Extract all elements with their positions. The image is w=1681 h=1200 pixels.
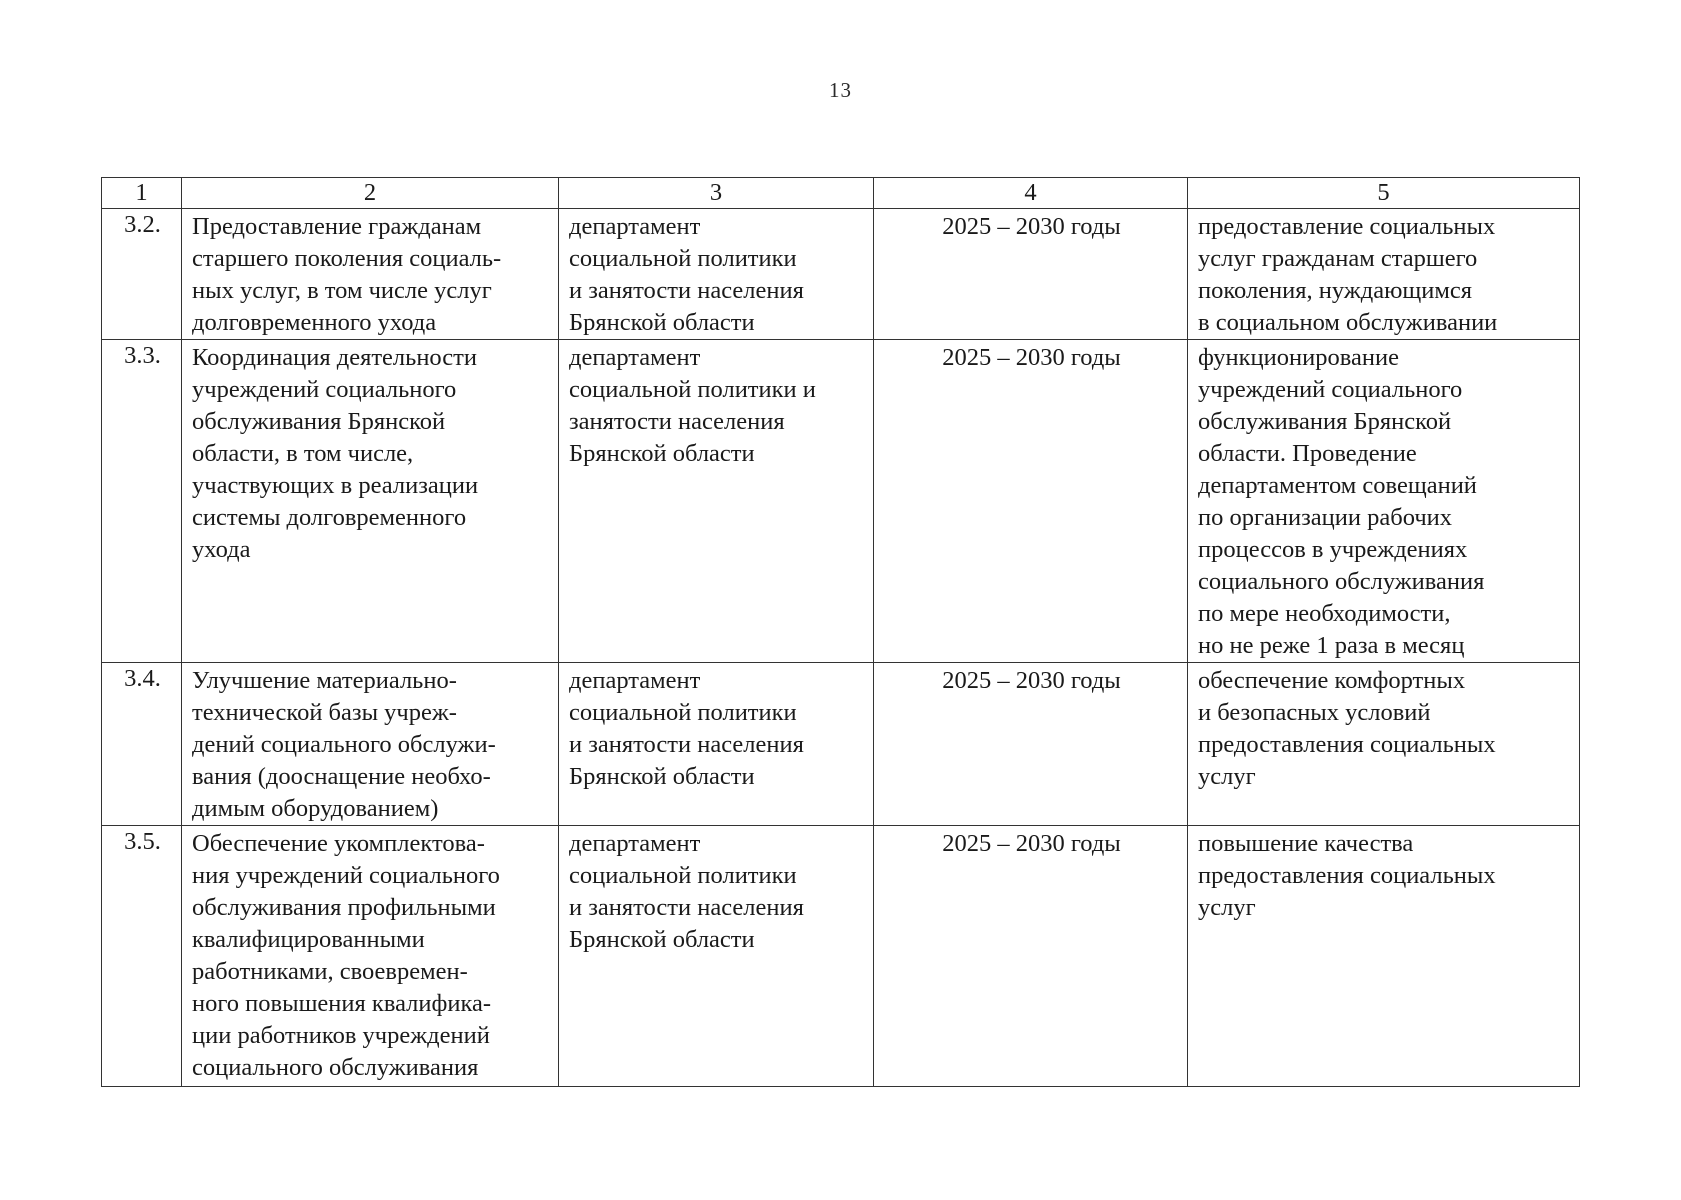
- table-row: [102, 340, 1580, 663]
- executor-text: департамент социальной политики и занятости населения Брянской области: [569, 667, 804, 790]
- row-number: 3.3.: [102, 340, 182, 663]
- period-cell: [874, 209, 1188, 340]
- activity-cell: [182, 340, 559, 663]
- table-header-row: [102, 178, 1580, 209]
- result-cell: [1188, 826, 1580, 1087]
- period-text: 2025 – 2030 годы: [942, 344, 1121, 371]
- plan-table: [101, 177, 1580, 1087]
- table-row: [102, 826, 1580, 1087]
- period-cell: [874, 663, 1188, 826]
- period-cell: [874, 826, 1188, 1087]
- period-cell: [874, 340, 1188, 663]
- executor-text: департамент социальной политики и занятости населения Брянской области: [569, 830, 804, 953]
- column-header-2: 2: [182, 178, 559, 209]
- period-text: 2025 – 2030 годы: [942, 213, 1121, 240]
- executor-cell: [559, 663, 874, 826]
- column-header-3: 3: [559, 178, 874, 209]
- row-number: 3.2.: [102, 209, 182, 340]
- column-header-1: 1: [102, 178, 182, 209]
- page-number: 13: [829, 78, 852, 102]
- result-cell: [1188, 663, 1580, 826]
- activity-cell: [182, 209, 559, 340]
- result-text: обеспечение комфортных и безопасных условий предоставления социальных услуг: [1198, 667, 1496, 790]
- activity-text: Координация деятельности учреждений социального обслуживания Брянской области, в том числе, участвующих в реализации системы долговременного ухода: [192, 344, 479, 563]
- period-text: 2025 – 2030 годы: [942, 667, 1121, 694]
- activity-text: Предоставление гражданам старшего поколения социаль- ных услуг, в том числе услуг долговременного ухода: [192, 213, 502, 336]
- executor-cell: [559, 340, 874, 663]
- executor-text: департамент социальной политики и занятости населения Брянской области: [569, 213, 804, 336]
- result-cell: [1188, 340, 1580, 663]
- period-text: 2025 – 2030 годы: [942, 830, 1121, 857]
- table-row: [102, 663, 1580, 826]
- activity-text: Улучшение материально- технической базы учреж- дений социального обслужи- вания (дооснащение необхо- димым оборудованием): [192, 667, 496, 822]
- result-text: функционирование учреждений социального обслуживания Брянской области. Проведение департаментом совещаний по организации рабочих процессов в учреждениях социального обслуживания по мере необходимости, но не реже 1 раза в месяц: [1198, 344, 1485, 659]
- activity-cell: [182, 826, 559, 1087]
- executor-cell: [559, 209, 874, 340]
- result-text: повышение качества предоставления социальных услуг: [1198, 830, 1496, 921]
- executor-cell: [559, 826, 874, 1087]
- activity-text: Обеспечение укомплектова- ния учреждений социального обслуживания профильными квалифицированными работниками, своевремен- ного повышения квалифика- ции работников учреждений социального обслуживания: [192, 830, 500, 1081]
- result-text: предоставление социальных услуг гражданам старшего поколения, нуждающимся в социальном обслуживании: [1198, 213, 1498, 336]
- row-number: 3.4.: [102, 663, 182, 826]
- row-number: 3.5.: [102, 826, 182, 1087]
- column-header-4: 4: [874, 178, 1188, 209]
- result-cell: [1188, 209, 1580, 340]
- activity-cell: [182, 663, 559, 826]
- table-row: [102, 209, 1580, 340]
- column-header-5: 5: [1188, 178, 1580, 209]
- executor-text: департамент социальной политики и занятости населения Брянской области: [569, 344, 816, 467]
